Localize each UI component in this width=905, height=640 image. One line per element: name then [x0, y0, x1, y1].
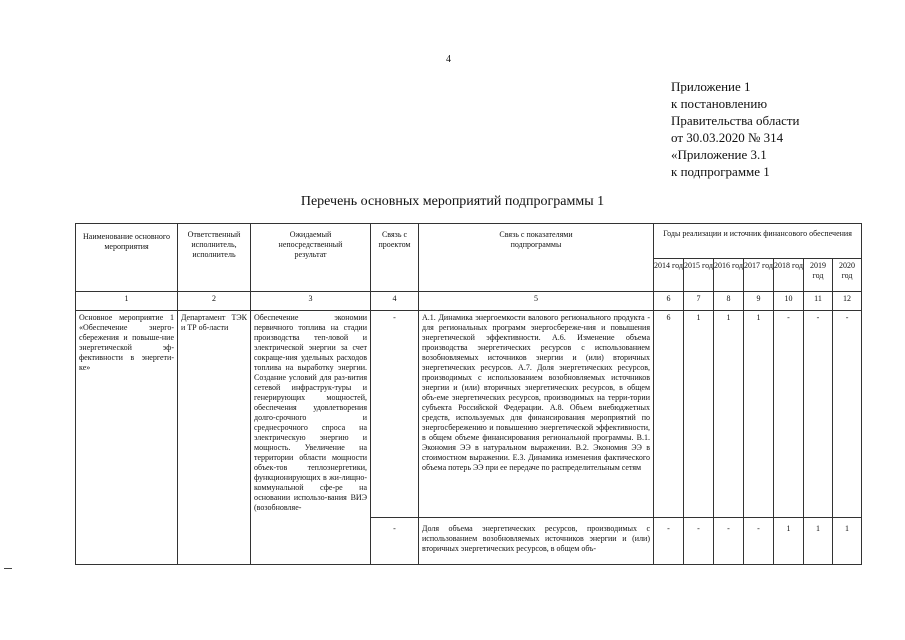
column-number: 9 [744, 292, 774, 311]
appendix-line-3: Правительства области [671, 113, 800, 128]
activity-result: Обеспечение экономии первичного топлива на стадии производства теп-ловой и электрической энергии за счет сокраще-ния удельных расходов топлива на выработку энергии. Создание условий для раз-вития сетевой инфраструк-туры и генерирующих мощностей, обеспечения удовлетворения долго-срочного и среднесрочного спроса на электрическую энергию и мощность. Увеличение на территории области мощности объек-тов теплоэнергетики, функционирующих в жи-лищно-коммунальной сфе-ре на основании использо-вания ВИЭ (возобновляе- [251, 311, 371, 565]
header-col-1: Наименование основного мероприятия [76, 224, 178, 292]
activity-indicators: А.1. Динамика энергоемкости валового регионального продукта - для региональных программ энергосбереже-ния и повышения энергетической эффективности. А.6. Изменение объема производства энергетических ресурсов с использованием возобновляемых источников энергии и (или) вторичных энергетических ресурсов. А.7. Доля энергетических ресурсов, производимых с использованием возобновляемых источников энергии и (или) вторичных энергетических ресурсов, в общем объ-еме энергетических ресурсов, производимых на терри-тории субъекта Российской Федерации. А.8. Объем внебюджетных средств, используемых для финансирования мероприятий по энергосбережению и повышению энергетической эффективности, в общем объеме финансирования региональной программы. В.1. Экономия ЭЭ в натуральном выражении. В.2. Экономия ЭЭ в стоимостном выражении. Е.3. Динамика изменения фактического объема потерь ЭЭ при ее передаче по распределительным сетям [419, 311, 654, 518]
column-number: 11 [804, 292, 833, 311]
activity-project: - [371, 311, 419, 518]
header-year-2020: 2020 год [833, 259, 862, 292]
header-year-2015: 2015 год [684, 259, 714, 292]
scan-mark [4, 568, 12, 569]
column-number: 1 [76, 292, 178, 311]
appendix-line-4: от 30.03.2020 № 314 [671, 130, 784, 145]
header-year-2014: 2014 год [654, 259, 684, 292]
header-year-2019: 2019 год [804, 259, 833, 292]
year-value: 6 [654, 311, 684, 518]
header-col-3: Ожидаемый непосредственный результат [251, 224, 371, 292]
year-value: 1 [774, 518, 804, 565]
activities-table [75, 223, 862, 565]
year-value: - [744, 518, 774, 565]
column-number: 7 [684, 292, 714, 311]
column-number: 3 [251, 292, 371, 311]
appendix-block [671, 78, 800, 180]
header-col-5: Связь с показателями подпрограммы [419, 224, 654, 292]
year-value: 1 [833, 518, 862, 565]
column-number: 4 [371, 292, 419, 311]
column-number: 8 [714, 292, 744, 311]
header-col-2: Ответственный исполнитель, исполнитель [178, 224, 251, 292]
header-year-2018: 2018 год [774, 259, 804, 292]
column-number: 10 [774, 292, 804, 311]
page-number: 4 [446, 54, 451, 65]
column-numbers-row [76, 292, 862, 311]
year-value: - [684, 518, 714, 565]
activity-indicators: Доля объема энергетических ресурсов, производимых с использованием возобновляемых источников энергии и (или) вторичных энергетических ресурсов, в общем объ- [419, 518, 654, 565]
header-row [76, 224, 862, 259]
activity-project: - [371, 518, 419, 565]
year-value: - [774, 311, 804, 518]
year-value: - [714, 518, 744, 565]
appendix-line-1: Приложение 1 [671, 79, 751, 94]
header-year-2017: 2017 год [744, 259, 774, 292]
document-title: Перечень основных мероприятий подпрограммы 1 [300, 194, 605, 209]
year-value: - [833, 311, 862, 518]
table-row [76, 311, 862, 518]
appendix-line-6: к подпрограмме 1 [671, 164, 770, 179]
header-year-2016: 2016 год [714, 259, 744, 292]
column-number: 5 [419, 292, 654, 311]
activity-executor: Департамент ТЭК и ТР об-ласти [178, 311, 251, 565]
year-value: 1 [714, 311, 744, 518]
header-col-4: Связь с проектом [371, 224, 419, 292]
activity-name: Основное мероприятие 1 «Обеспечение энерго-сбережения и повыше-ние энергетической эф-фективности в энергети-ке» [76, 311, 178, 565]
appendix-line-5: «Приложение 3.1 [671, 147, 767, 162]
year-value: - [804, 311, 833, 518]
year-value: 1 [804, 518, 833, 565]
column-number: 6 [654, 292, 684, 311]
header-years-group: Годы реализации и источник финансового обеспечения [654, 224, 862, 259]
year-value: 1 [744, 311, 774, 518]
year-value: - [654, 518, 684, 565]
column-number: 12 [833, 292, 862, 311]
year-value: 1 [684, 311, 714, 518]
column-number: 2 [178, 292, 251, 311]
appendix-line-2: к постановлению [671, 96, 768, 111]
